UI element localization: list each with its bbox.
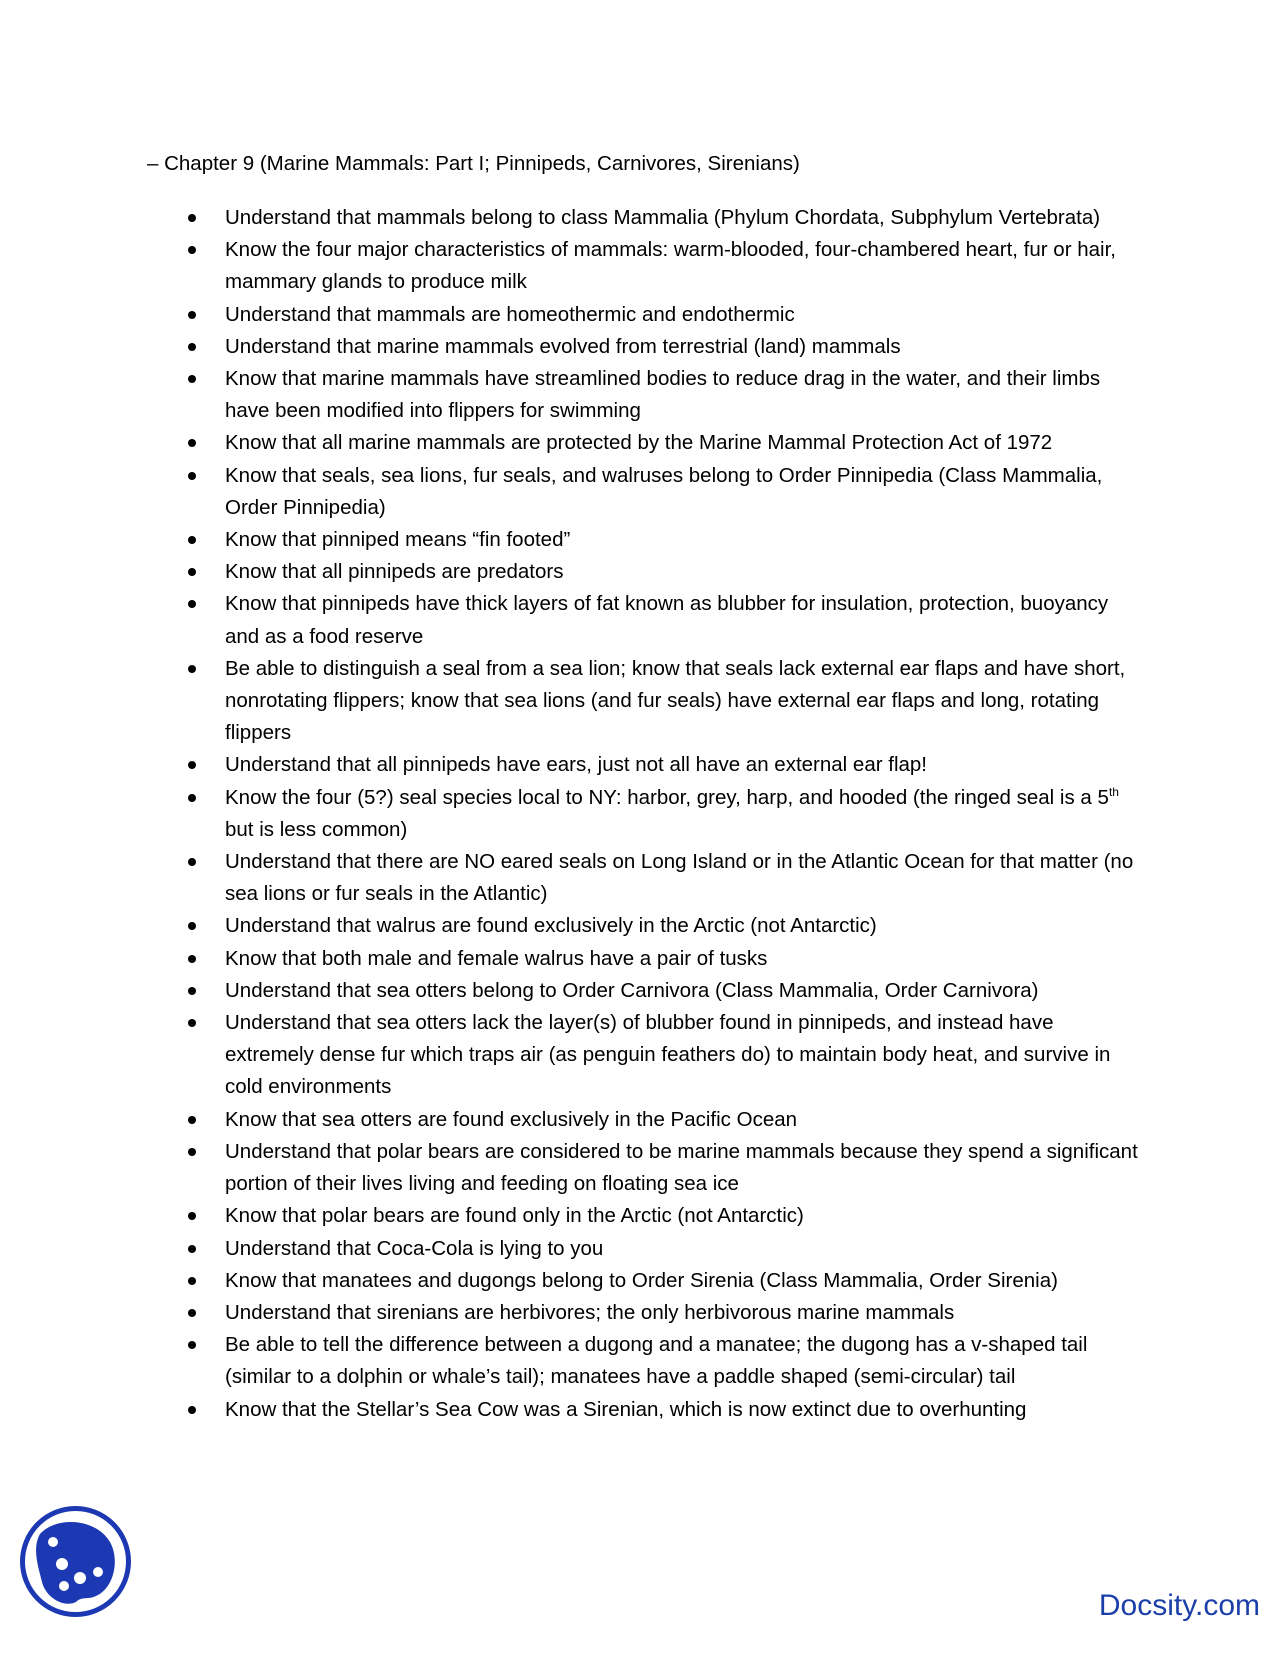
bullet-dot-icon <box>188 568 196 576</box>
bullet-text: Know that pinnipeds have thick layers of fat known as blubber for insulation, protection, buoyancy and as a food reserve <box>225 592 1109 648</box>
bullet-dot-icon <box>188 1212 196 1220</box>
bullet-dot-icon <box>188 1019 196 1027</box>
bullet-text: Know that seals, sea lions, fur seals, and walruses belong to Order Pinnipedia (Class Mammalia, Order Pinnipedia) <box>225 463 1103 519</box>
bullet-text: Understand that sea otters lack the layer(s) of blubber found in pinnipeds, and instead have extremely dense fur which traps air (as penguin feathers do) to maintain body heat, and survive in cold environments <box>225 1011 1111 1099</box>
list-item <box>180 524 1140 556</box>
list-item <box>180 943 1140 975</box>
bullet-dot-icon <box>188 1116 196 1124</box>
bullet-dot-icon <box>188 665 196 673</box>
bullet-text: Understand that Coca-Cola is lying to you <box>225 1236 604 1260</box>
bullet-text: Know that manatees and dugongs belong to Order Sirenia (Class Mammalia, Order Sirenia) <box>225 1268 1058 1292</box>
list-item <box>180 1136 1140 1200</box>
bullet-text: Know that sea otters are found exclusively in the Pacific Ocean <box>225 1107 798 1131</box>
list-item <box>180 653 1140 750</box>
bullet-text: Understand that marine mammals evolved from terrestrial (land) mammals <box>225 334 901 358</box>
list-item <box>180 1233 1140 1265</box>
list-item <box>180 846 1140 910</box>
list-item <box>180 556 1140 588</box>
bullet-text: Know that both male and female walrus have a pair of tusks <box>225 946 768 970</box>
bullet-dot-icon <box>188 1341 196 1349</box>
bullet-dot-icon <box>188 375 196 383</box>
list-item <box>180 749 1140 781</box>
bullet-text: Understand that sirenians are herbivores; the only herbivorous marine mammals <box>225 1300 955 1324</box>
bullet-text-part: but is less common) <box>225 817 408 841</box>
bullet-text: Know that marine mammals have streamlined bodies to reduce drag in the water, and their limbs have been modified into flippers for swimming <box>225 367 1101 423</box>
bullet-dot-icon <box>188 439 196 447</box>
bullet-dot-icon <box>188 922 196 930</box>
list-item <box>180 1297 1140 1329</box>
bullet-dot-icon <box>188 536 196 544</box>
list-item <box>180 1104 1140 1136</box>
list-item <box>180 427 1140 459</box>
list-item <box>180 782 1140 846</box>
bullet-dot-icon <box>188 1309 196 1317</box>
bullet-dot-icon <box>188 1245 196 1253</box>
bullet-dot-icon <box>188 794 196 802</box>
bullet-dot-icon <box>188 1148 196 1156</box>
bullet-dot-icon <box>188 858 196 866</box>
list-item <box>180 460 1140 524</box>
list-item <box>180 363 1140 427</box>
bullet-text: Know that all marine mammals are protected by the Marine Mammal Protection Act of 1972 <box>225 431 1053 455</box>
bullet-dot-icon <box>188 472 196 480</box>
bullet-text: Understand that all pinnipeds have ears, just not all have an external ear flap! <box>225 753 927 777</box>
list-item <box>180 1007 1140 1104</box>
ordinal-superscript: th <box>1108 784 1119 799</box>
bullet-text: Understand that sea otters belong to Order Carnivora (Class Mammalia, Order Carnivora) <box>225 978 1039 1002</box>
bullet-dot-icon <box>188 246 196 254</box>
bullet-dot-icon <box>188 761 196 769</box>
bullet-text: Know the four major characteristics of mammals: warm-blooded, four-chambered heart, fur or hair, mammary glands to produce milk <box>225 238 1116 294</box>
bullet-dot-icon <box>188 955 196 963</box>
bullet-dot-icon <box>188 987 196 995</box>
bullet-dot-icon <box>188 311 196 319</box>
list-item <box>180 975 1140 1007</box>
docsity-brand-link[interactable]: Docsity.com <box>1098 1589 1260 1622</box>
list-item <box>180 1265 1140 1297</box>
bullet-text: Understand that there are NO eared seals on Long Island or in the Atlantic Ocean for that matter (no sea lions or fur seals in the Atlantic) <box>225 850 1134 906</box>
list-item <box>180 299 1140 331</box>
bullet-text: Know that pinniped means “fin footed” <box>225 528 571 552</box>
bullet-dot-icon <box>188 343 196 351</box>
bullet-text: Understand that walrus are found exclusively in the Arctic (not Antarctic) <box>225 914 877 938</box>
bullet-dot-icon <box>188 1277 196 1285</box>
bullet-text: Understand that polar bears are considered to be marine mammals because they spend a significant portion of their lives living and feeding on floating sea ice <box>225 1139 1138 1196</box>
list-item <box>180 331 1140 363</box>
bullet-text: Understand that mammals belong to class Mammalia (Phylum Chordata, Subphylum Vertebrata) <box>225 206 1101 229</box>
bullet-text: Be able to tell the difference between a dugong and a manatee; the dugong has a v-shaped tail (similar to a dolphin or whale’s tail); manatees have a paddle shaped (semi-circular) tail <box>225 1333 1088 1389</box>
bullet-list <box>180 202 1140 1426</box>
list-item <box>180 588 1140 652</box>
list-item <box>180 234 1140 298</box>
bullet-text-part: Know the four (5?) seal species local to NY: harbor, grey, harp, and hooded (the ringed seal is a 5 <box>225 785 1109 809</box>
list-item <box>180 202 1140 234</box>
list-item <box>180 1394 1140 1426</box>
bullet-dot-icon <box>188 214 196 222</box>
list-item <box>180 1200 1140 1232</box>
list-item <box>180 910 1140 942</box>
bullet-text: Know that the Stellar’s Sea Cow was a Sirenian, which is now extinct due to overhunting <box>225 1397 1027 1421</box>
bullet-text: Understand that mammals are homeothermic and endothermic <box>225 302 795 326</box>
bullet-dot-icon <box>188 1406 196 1414</box>
bullet-text: Know that all pinnipeds are predators <box>225 560 564 584</box>
chapter-heading: – Chapter 9 (Marine Mammals: Part I; Pinnipeds, Carnivores, Sirenians) <box>147 152 800 175</box>
bullet-text: Be able to distinguish a seal from a sea lion; know that seals lack external ear flaps and have short, nonrotating flippers; know that sea lions (and fur seals) have external ear flaps and long, rotating flippers <box>225 656 1126 745</box>
list-item <box>180 1329 1140 1393</box>
docsity-logo-icon[interactable] <box>18 1504 133 1619</box>
bullet-text: Know that polar bears are found only in the Arctic (not Antarctic) <box>225 1204 804 1228</box>
bullet-dot-icon <box>188 600 196 608</box>
bullet-text <box>225 786 1119 841</box>
